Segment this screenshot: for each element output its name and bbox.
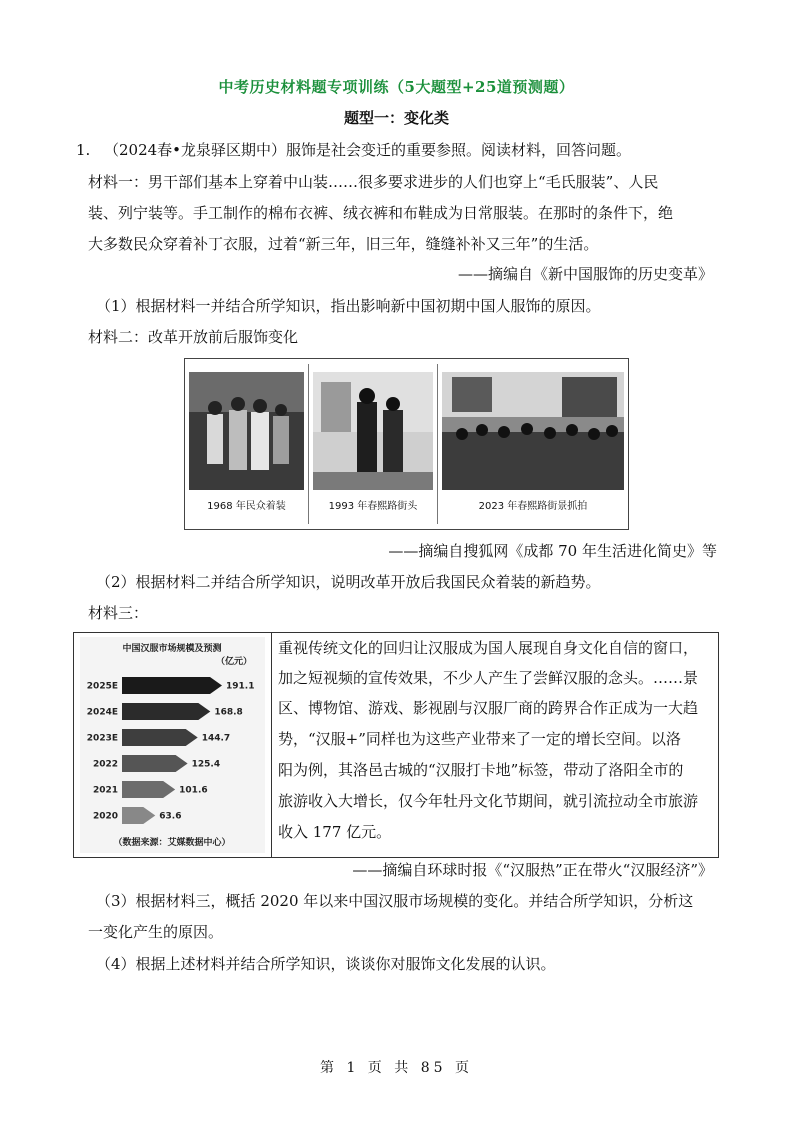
chart-category-label: 2023E — [86, 733, 118, 744]
photo-2023 — [438, 364, 628, 524]
material3-line: 阳为例，其洛邑古城的“汉服打卡地”标签，带动了洛阳全市的 — [278, 761, 684, 779]
chart-unit: （亿元） — [215, 657, 252, 667]
material3-line: 加之短视频的宣传效果，不少人产生了尝鲜汉服的念头。……景 — [278, 669, 699, 687]
material1-line: 大多数民众穿着补丁衣服，过着“新三年，旧三年，缝缝补补又三年”的生活。 — [88, 235, 599, 253]
photo-2023-caption: 2023 年春熙路街景抓拍 — [478, 501, 588, 512]
photo-strip — [184, 358, 629, 530]
chart-value-label: 191.1 — [226, 681, 255, 692]
photo-1968 — [185, 364, 309, 524]
material3-source: ——摘编自环球时报《“汉服热”正在带火“汉服经济”》 — [352, 861, 713, 879]
question-number: 1. — [76, 141, 91, 159]
material2-label: 材料二：改革开放前后服饰变化 — [88, 328, 299, 346]
material3-line: 重视传统文化的回归让汉服成为国人展现自身文化自信的窗口， — [278, 639, 699, 657]
photo-1993 — [309, 364, 438, 524]
chart-bar — [122, 729, 198, 746]
material3-line: 区、博物馆、游戏、影视剧与汉服厂商的跨界合作正成为一大趋 — [278, 699, 699, 717]
market-chart-cell — [74, 633, 272, 857]
chart-category-label: 2021 — [92, 785, 118, 796]
chart-value-label: 63.6 — [159, 811, 182, 822]
question-part-1: （1）根据材料一并结合所学知识，指出影响新中国初期中国人服饰的原因。 — [96, 297, 601, 315]
chart-category-label: 2024E — [86, 707, 118, 718]
photo-1968-caption: 1968 年民众着装 — [207, 501, 286, 512]
question-part-4: （4）根据上述材料并结合所学知识，谈谈你对服饰文化发展的认识。 — [96, 955, 556, 973]
material3-line: 势，“汉服+”同样也为这些产业带来了一定的增长空间。以洛 — [278, 730, 681, 748]
photo-1993-caption: 1993 年春熙路街头 — [328, 501, 418, 512]
chart-bar — [122, 755, 188, 772]
photo-2023-image — [442, 372, 624, 490]
photo-1993-image — [313, 372, 433, 490]
question-part-3: （3）根据材料三，概括 2020 年以来中国汉服市场规模的变化。并结合所学知识，分析这 — [96, 892, 694, 910]
question-part-3-cont: 一变化产生的原因。 — [88, 923, 224, 941]
material3-line: 旅游收入大增长，仅今年牡丹文化节期间，就引流拉动全市旅游 — [278, 792, 699, 810]
material3-table — [73, 632, 719, 858]
chart-category-label: 2025E — [86, 681, 118, 692]
chart-value-label: 101.6 — [179, 785, 208, 796]
chart-title: 中国汉服市场规模及预测 — [122, 644, 222, 654]
page-title: 中考历史材料题专项训练（5大题型+25道预测题） — [218, 78, 575, 96]
chart-source: （数据来源：艾媒数据中心） — [113, 838, 231, 848]
chart-bar — [122, 677, 222, 694]
chart-value-label: 168.8 — [214, 707, 243, 718]
material1-source: ——摘编自《新中国服饰的历史变革》 — [457, 265, 713, 283]
chart-value-label: 125.4 — [191, 759, 221, 770]
chart-category-label: 2022 — [92, 759, 118, 770]
chart-value-label: 144.7 — [201, 733, 231, 744]
photo-1968-image — [189, 372, 304, 490]
material1-line: 材料一：男干部们基本上穿着中山装……很多要求进步的人们也穿上“毛氏服装”、人民 — [88, 173, 659, 191]
material2-source: ——摘编自搜狐网《成都 70 年生活进化简史》等 — [388, 542, 717, 560]
material1-line: 装、列宁装等。手工制作的棉布衣裤、绒衣裤和布鞋成为日常服装。在那时的条件下，绝 — [88, 204, 674, 222]
page-footer: 第 1 页 共 85 页 — [320, 1060, 473, 1076]
material3-line: 收入 177 亿元。 — [278, 823, 392, 841]
chart-bar — [122, 703, 210, 720]
section-title: 题型一：变化类 — [343, 109, 449, 127]
material3-label: 材料三： — [88, 604, 149, 622]
market-chart — [74, 633, 271, 857]
question-part-2: （2）根据材料二并结合所学知识，说明改革开放后我国民众着装的新趋势。 — [96, 573, 601, 591]
question-stem: （2024春•龙泉驿区期中）服饰是社会变迁的重要参照。阅读材料，回答问题。 — [104, 141, 632, 159]
chart-category-label: 2020 — [92, 811, 118, 822]
